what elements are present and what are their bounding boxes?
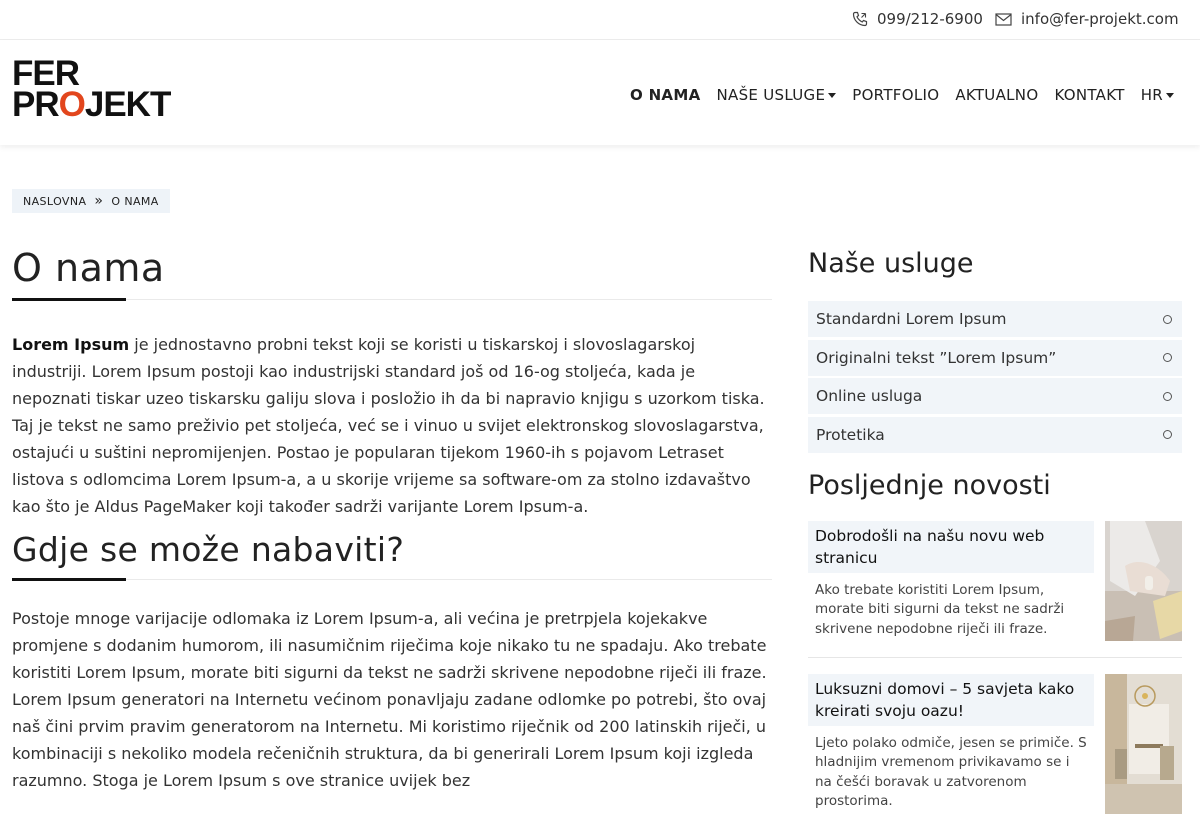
news-excerpt: Ljeto polako odmiče, jesen se primiče. S hladnijim vremenom privikavamo se i na češći boravak u zatvorenom prostorima.: [815, 734, 1087, 809]
services-heading: Naše usluge: [808, 248, 974, 279]
page-title: O nama: [12, 246, 165, 290]
service-item[interactable]: Protetika: [808, 417, 1182, 453]
news-thumbnail[interactable]: [1105, 521, 1182, 641]
title-underline: [12, 296, 772, 301]
chevron-down-icon: [828, 93, 836, 98]
nav-item-portfolio[interactable]: PORTFOLIO: [852, 86, 940, 104]
main-content: [12, 244, 772, 794]
intro-paragraph: Lorem Ipsum je jednostavno probni tekst koji se koristi u tiskarskoj i slovoslagarskoj industriji. Lorem Ipsum postoji kao industrijski standard još od 16-og stoljeća, kada je nepoznati tiskar uzeo tiskarsku galiju slova i posložio ih da bi napravio knjigu s uzorkom tiska. Taj je tekst ne samo preživio pet stoljeća, već se i vinuo u svijet elektronskog slovoslagarstva, ostajući u suštini nepromijenjen. Postao je popularan tijekom 1960-ih s pojavom Letraset listova s odlomcima Lorem Ipsum-a, a u skorije vrijeme sa software-om za stolno izdavaštvo kao što je Aldus PageMaker koji također sadrži varijante Lorem Ipsum-a.: [12, 335, 765, 516]
circle-bullet-icon: [1163, 315, 1172, 324]
chevron-down-icon: [1166, 93, 1174, 98]
main-navigation: [614, 86, 1174, 104]
service-item[interactable]: Online usluga: [808, 378, 1182, 414]
circle-bullet-icon: [1163, 430, 1172, 439]
news-item[interactable]: [808, 674, 1182, 809]
news-divider: [808, 657, 1182, 658]
news-excerpt: Ako trebate koristiti Lorem Ipsum, morate biti sigurni da tekst ne sadrži skrivene nepodobne riječi ili fraze.: [815, 581, 1065, 637]
email-address[interactable]: info@fer-projekt.com: [1021, 10, 1179, 28]
site-logo[interactable]: [12, 54, 171, 124]
phone-number[interactable]: 099/212-6900: [877, 10, 983, 28]
news-item[interactable]: [808, 521, 1182, 641]
section-heading: Gdje se može nabaviti?: [12, 530, 405, 569]
intro-bold-text: Lorem Ipsum: [12, 335, 130, 354]
nav-item-aktualno[interactable]: AKTUALNO: [955, 86, 1039, 104]
phone-contact[interactable]: [852, 10, 983, 28]
section-paragraph: Postoje mnoge varijacije odlomaka iz Lorem Ipsum-a, ali većina je pretrpjela kojekakve promjene s dodanim humorom, ili nasumičnim riječima koje nikako tu ne spadaju. Ako trebate koristiti Lorem Ipsum, morate biti sigurni da tekst ne sadrži skrivene nepodobne riječi ili fraze. Lorem Ipsum generatori na Internetu većinom ponavljaju zadane odlomke po potrebi, što ovaj naš čini prvim pravim generatorom na Internetu. Mi koristimo riječnik od 200 latinskih riječi, u kombinaciji s nekoliko modela rečeničnih struktura, da bi generirali Lorem Ipsum koji izgleda razumno. Stoga je Lorem Ipsum s ove stranice uvijek bez: [12, 609, 767, 790]
service-item[interactable]: Originalni tekst ”Lorem Ipsum”: [808, 340, 1182, 376]
logo-accent-letter: O: [58, 85, 85, 124]
news-thumbnail[interactable]: [1105, 674, 1182, 794]
nav-item-o-nama[interactable]: O NAMA: [630, 86, 701, 104]
service-item[interactable]: Standardni Lorem Ipsum: [808, 301, 1182, 337]
breadcrumb-current: O NAMA: [111, 194, 159, 208]
breadcrumb-home-link[interactable]: NASLOVNA: [23, 194, 87, 208]
news-heading: Posljednje novosti: [808, 469, 1051, 501]
news-title[interactable]: Dobrodošli na našu novu web stranicu: [808, 521, 1094, 573]
news-title[interactable]: Luksuzni domovi – 5 savjeta kako kreirati svoju oazu!: [808, 674, 1094, 726]
envelope-icon: [995, 13, 1012, 26]
circle-bullet-icon: [1163, 353, 1172, 362]
sidebar: [808, 244, 1182, 809]
logo-line-1: FER: [12, 54, 79, 93]
nav-item-nase-usluge[interactable]: NAŠE USLUGE: [716, 86, 836, 104]
phone-icon: [852, 11, 868, 27]
breadcrumb: [12, 189, 170, 213]
circle-bullet-icon: [1163, 392, 1172, 401]
services-list: [808, 301, 1182, 453]
section-underline: [12, 576, 772, 581]
top-contact-bar: [0, 0, 1200, 40]
language-selector[interactable]: HR: [1141, 86, 1174, 104]
site-header: [0, 40, 1200, 145]
breadcrumb-separator: »: [94, 193, 104, 209]
logo-line-2: PROJEKT: [12, 85, 171, 124]
nav-item-kontakt[interactable]: KONTAKT: [1054, 86, 1125, 104]
email-contact[interactable]: [995, 10, 1179, 28]
